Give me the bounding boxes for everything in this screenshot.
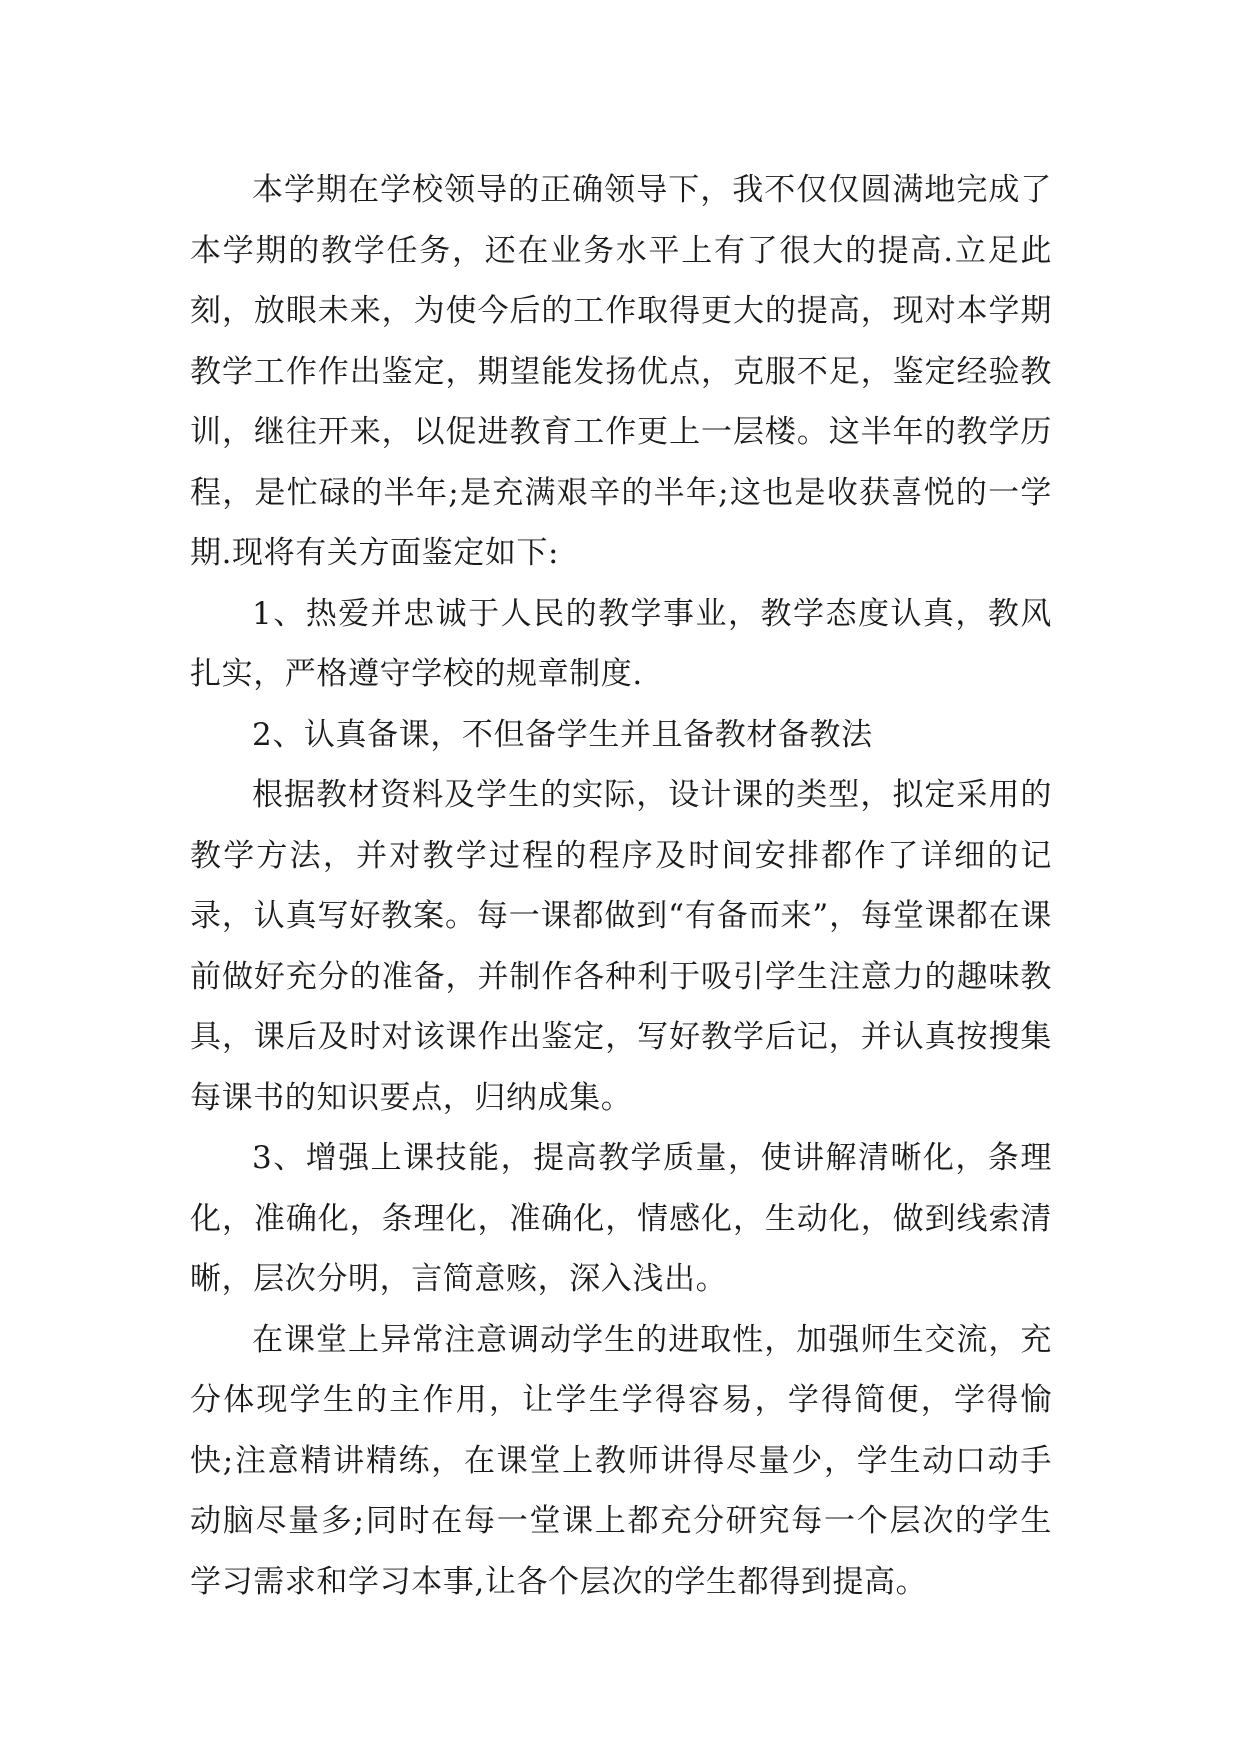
- paragraph-classroom: 在课堂上异常注意调动学生的进取性，加强师生交流，充分体现学生的主作用，让学生学得容易，学得简便，学得愉快;注意精讲精练，在课堂上教师讲得尽量少，学生动口动手动脑尽量多;同时在每一堂课上都充分研究每一个层次的学生学习需求和学习本事,让各个层次的学生都得到提高。: [190, 1321, 1052, 1600]
- paragraph-lesson-prep: 根据教材资料及学生的实际，设计课的类型，拟定采用的教学方法，并对教学过程的程序及时间安排都作了详细的记录，认真写好教案。每一课都做到“有备而来”，每堂课都在课前做好充分的准备，并制作各种利于吸引学生注意力的趣味教具，课后及时对该课作出鉴定，写好教学后记，并认真按搜集每课书的知识要点，归纳成集。: [190, 777, 1052, 1116]
- paragraph-intro: 本学期在学校领导的正确领导下，我不仅仅圆满地完成了本学期的教学任务，还在业务水平上有了很大的提高.立足此刻，放眼未来，为使今后的工作取得更大的提高，现对本学期教学工作作出鉴定，期望能发扬优点，克服不足，鉴定经验教训，继往开来，以促进教育工作更上一层楼。这半年的教学历程，是忙碌的半年;是充满艰辛的半年;这也是收获喜悦的一学期.现将有关方面鉴定如下:: [190, 172, 1052, 571]
- paragraph-item-1: 1、热爱并忠诚于人民的教学事业，教学态度认真，教风扎实，严格遵守学校的规章制度.: [190, 595, 1052, 692]
- document-body: [190, 160, 1052, 1612]
- paragraph-item-3: 3、增强上课技能，提高教学质量，使讲解清晰化，条理化，准确化，条理化，准确化，情感化，生动化，做到线索清晰，层次分明，言简意赅，深入浅出。: [190, 1140, 1052, 1297]
- paragraph-item-2: 2、认真备课，不但备学生并且备教材备教法: [252, 716, 873, 753]
